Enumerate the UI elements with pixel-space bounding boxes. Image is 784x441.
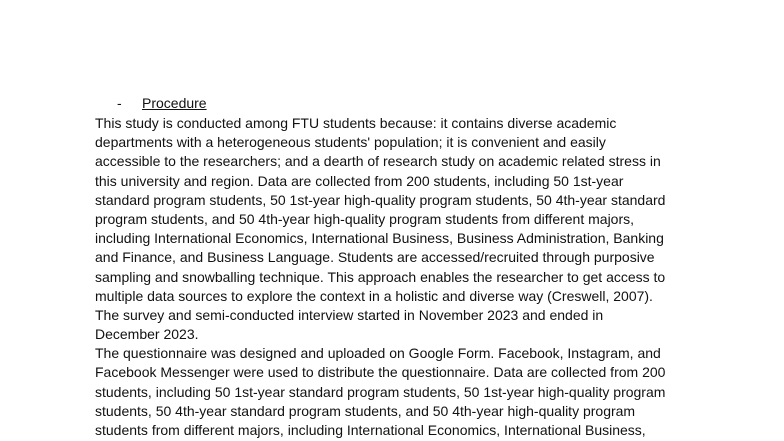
- text-line: accessible to the researchers; and a dearth of research study on academic related stress in: [95, 153, 661, 170]
- text-line: departments with a heterogeneous students' population; it is convenient and easily: [95, 134, 606, 151]
- text-line: Facebook Messenger were used to distribute the questionnaire. Data are collected from 200: [95, 364, 666, 381]
- text-line: sampling and snowballing technique. This approach enables the researcher to get access to: [95, 268, 666, 285]
- paragraph-1: [95, 114, 775, 344]
- section-heading: [117, 94, 207, 113]
- body-text: [95, 114, 775, 440]
- text-line: standard program students, 50 1st-year high-quality program students, 50 4th-year standard: [95, 191, 666, 208]
- text-line: students from different majors, including International Economics, International Business,: [95, 422, 646, 438]
- text-line: and Finance, and Business Language. Students are accessed/recruited through purposive: [95, 249, 655, 266]
- text-line: This study is conducted among FTU students because: it contains diverse academic: [95, 115, 617, 131]
- text-line: The survey and semi-conducted interview started in November 2023 and ended in: [95, 306, 604, 323]
- text-line: including International Economics, International Business, Business Administration, Banking: [95, 230, 664, 247]
- heading-bullet: -: [117, 95, 122, 111]
- text-line: multiple data sources to explore the context in a holistic and diverse way (Creswell, 2007).: [95, 287, 653, 304]
- text-line: program students, and 50 4th-year high-quality program students from different majors,: [95, 210, 635, 227]
- text-line: The questionnaire was designed and uploaded on Google Form. Facebook, Instagram, and: [95, 345, 661, 362]
- text-line: students, 50 4th-year standard program students, and 50 4th-year high-quality program: [95, 402, 636, 419]
- paragraph-2: [95, 344, 775, 440]
- text-line: this university and region. Data are collected from 200 students, including 50 1st-year: [95, 172, 624, 189]
- heading-title: Procedure: [142, 95, 207, 111]
- text-line: December 2023.: [95, 326, 199, 343]
- text-line: students, including 50 1st-year standard program students, 50 1st-year high-quality program: [95, 383, 666, 400]
